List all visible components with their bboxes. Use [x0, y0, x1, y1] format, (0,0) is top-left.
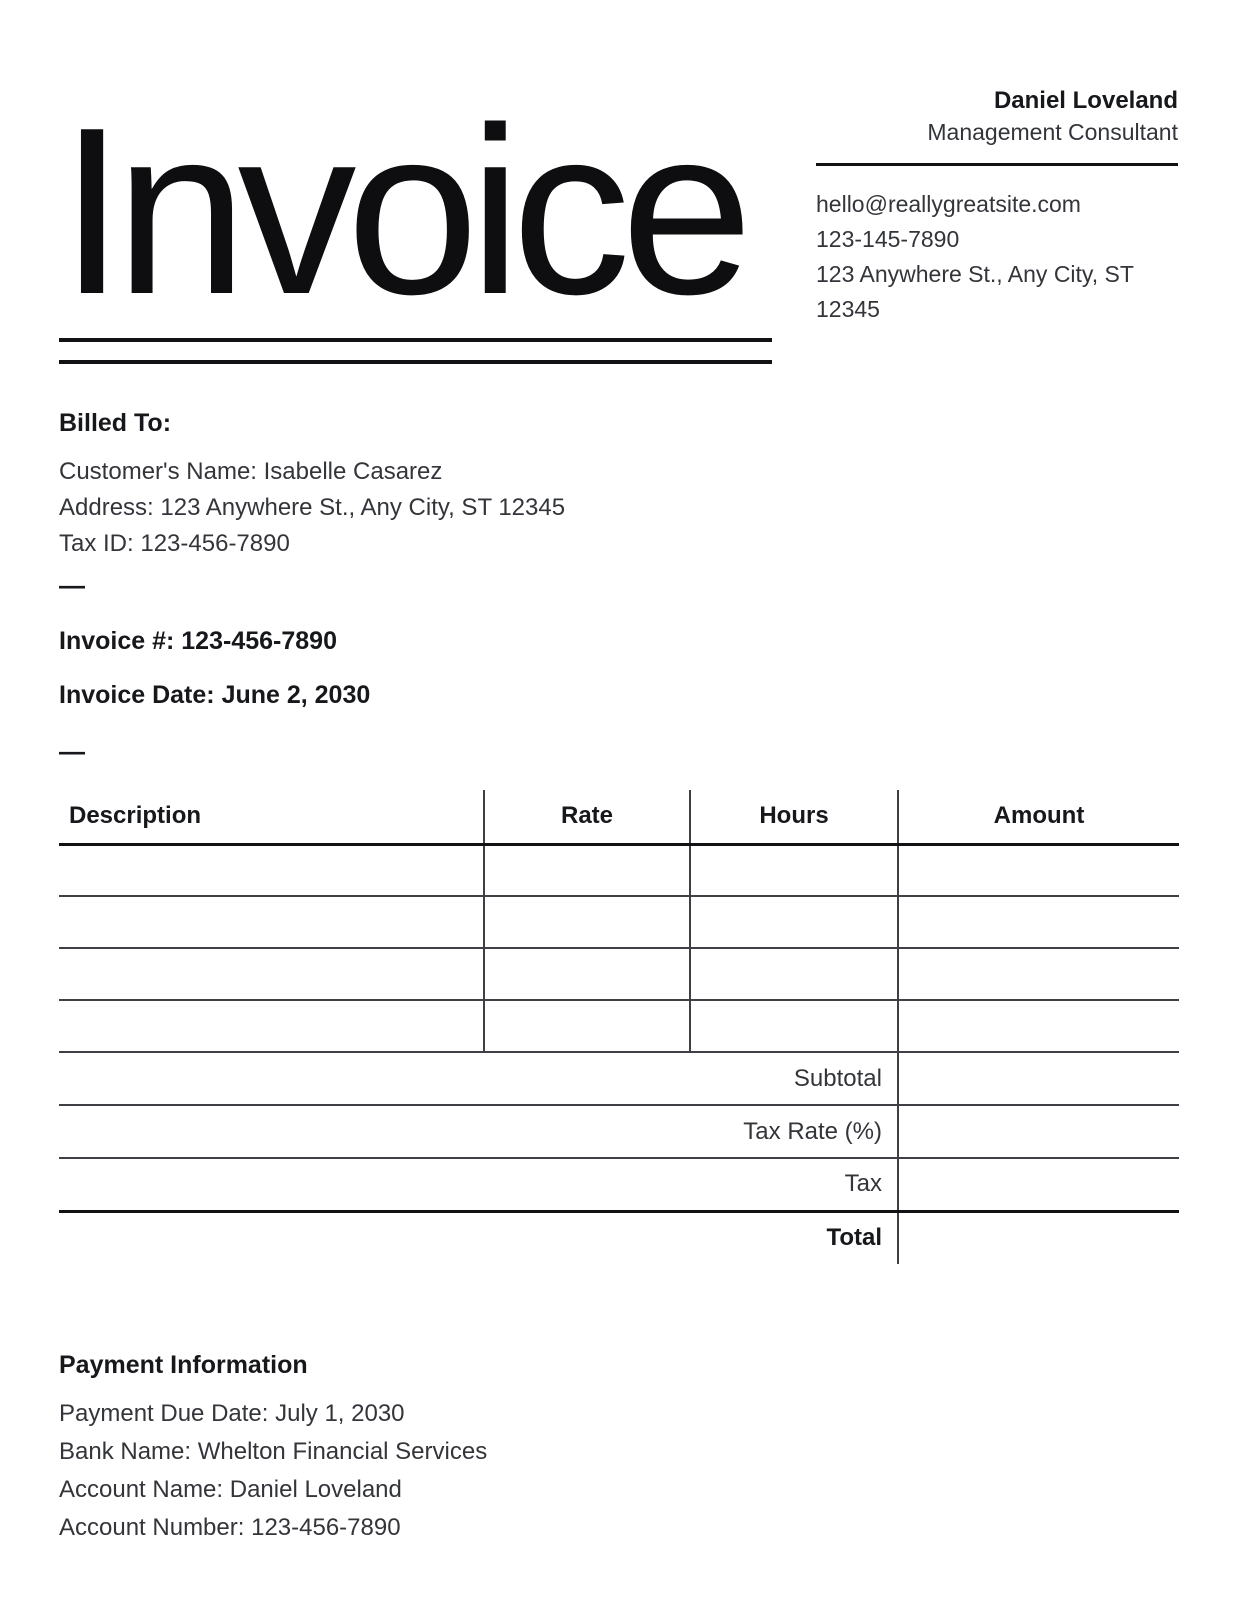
account-number-label: Account Number: — [59, 1514, 245, 1541]
bank-name-label: Bank Name: — [59, 1438, 192, 1465]
customer-taxid-line — [59, 526, 1178, 562]
items-table-summary — [59, 1052, 1179, 1264]
invoice-meta-section — [59, 626, 1178, 766]
provider-email: hello@reallygreatsite.com — [816, 191, 1081, 217]
provider-phone: 123-145-7890 — [816, 226, 960, 252]
item-cell-description — [59, 896, 484, 948]
billed-to-heading: Billed To: — [59, 409, 172, 437]
payment-info-heading: Payment Information — [59, 1351, 308, 1379]
item-row — [59, 896, 1179, 948]
customer-name-label: Customer's Name: — [59, 458, 257, 485]
account-name-value: Daniel Loveland — [229, 1476, 402, 1503]
summary-row-subtotal — [59, 1052, 1179, 1105]
item-cell-rate — [484, 1000, 690, 1052]
summary-value — [898, 1052, 1179, 1105]
invoice-header — [59, 79, 1178, 364]
item-cell-hours — [690, 948, 898, 1000]
invoice-number-value: 123-456-7890 — [181, 627, 337, 655]
summary-value — [898, 1105, 1179, 1158]
item-row — [59, 1000, 1179, 1052]
summary-value — [898, 1211, 1179, 1264]
bank-name-value: Whelton Financial Services — [197, 1438, 488, 1465]
summary-row-total — [59, 1211, 1179, 1264]
item-cell-hours — [690, 896, 898, 948]
provider-role: Management Consultant — [927, 119, 1178, 145]
item-cell-description — [59, 844, 484, 896]
summary-row-tax — [59, 1158, 1179, 1211]
item-cell-amount — [898, 948, 1179, 1000]
invoice-number-line — [59, 626, 1178, 656]
payment-due-date-label: Payment Due Date: — [59, 1400, 269, 1427]
provider-contact-block — [816, 187, 1178, 327]
customer-name-value: Isabelle Casarez — [263, 458, 443, 485]
payment-due-date-value: July 1, 2030 — [275, 1400, 405, 1427]
item-cell-rate — [484, 896, 690, 948]
account-name-line — [59, 1471, 1178, 1509]
item-row — [59, 948, 1179, 1000]
item-cell-amount — [898, 896, 1179, 948]
items-table — [59, 790, 1179, 1264]
items-table-body — [59, 844, 1179, 1052]
summary-label: Total — [826, 1224, 882, 1252]
customer-address-value: 123 Anywhere St., Any City, ST 12345 — [160, 494, 566, 521]
column-header-rate: Rate — [484, 790, 690, 844]
customer-taxid-value: 123-456-7890 — [140, 530, 290, 557]
account-number-value: 123-456-7890 — [251, 1514, 401, 1541]
items-header-row — [59, 790, 1179, 844]
billed-to-details — [59, 454, 1178, 562]
item-cell-rate — [484, 948, 690, 1000]
provider-block — [816, 84, 1178, 327]
account-number-line — [59, 1509, 1178, 1547]
provider-divider-rule — [816, 163, 1178, 166]
item-cell-amount — [898, 1000, 1179, 1052]
payment-info-section — [59, 1350, 1178, 1547]
item-cell-description — [59, 948, 484, 1000]
summary-label: Subtotal — [59, 1052, 898, 1105]
customer-address-line — [59, 490, 1178, 526]
item-cell-amount — [898, 844, 1179, 896]
account-name-label: Account Name: — [59, 1476, 224, 1503]
dash-separator: — — [59, 736, 85, 766]
item-cell-hours — [690, 1000, 898, 1052]
summary-row-tax-rate — [59, 1105, 1179, 1158]
billed-to-section — [59, 408, 1178, 600]
invoice-number-label: Invoice #: — [59, 627, 175, 655]
invoice-date-value: June 2, 2030 — [221, 681, 371, 709]
item-cell-description — [59, 1000, 484, 1052]
item-cell-hours — [690, 844, 898, 896]
column-header-description: Description — [59, 790, 484, 844]
bank-name-line — [59, 1433, 1178, 1471]
provider-address: 123 Anywhere St., Any City, ST 12345 — [816, 261, 1134, 322]
items-table-header — [59, 790, 1179, 844]
invoice-date-label: Invoice Date: — [59, 681, 215, 709]
column-header-amount: Amount — [898, 790, 1179, 844]
dash-separator: — — [59, 570, 85, 600]
page-title: Invoice — [59, 79, 744, 344]
customer-name-line — [59, 454, 1178, 490]
payment-info-details — [59, 1395, 1178, 1547]
invoice-date-line — [59, 680, 1178, 710]
column-header-hours: Hours — [690, 790, 898, 844]
provider-name: Daniel Loveland — [993, 87, 1178, 114]
summary-value — [898, 1158, 1179, 1211]
summary-label: Tax Rate (%) — [59, 1105, 898, 1158]
summary-label: Tax — [59, 1158, 898, 1211]
title-block — [59, 79, 775, 364]
customer-address-label: Address: — [59, 494, 154, 521]
item-cell-rate — [484, 844, 690, 896]
item-row — [59, 844, 1179, 896]
customer-taxid-label: Tax ID: — [59, 530, 134, 557]
payment-due-date-line — [59, 1395, 1178, 1433]
